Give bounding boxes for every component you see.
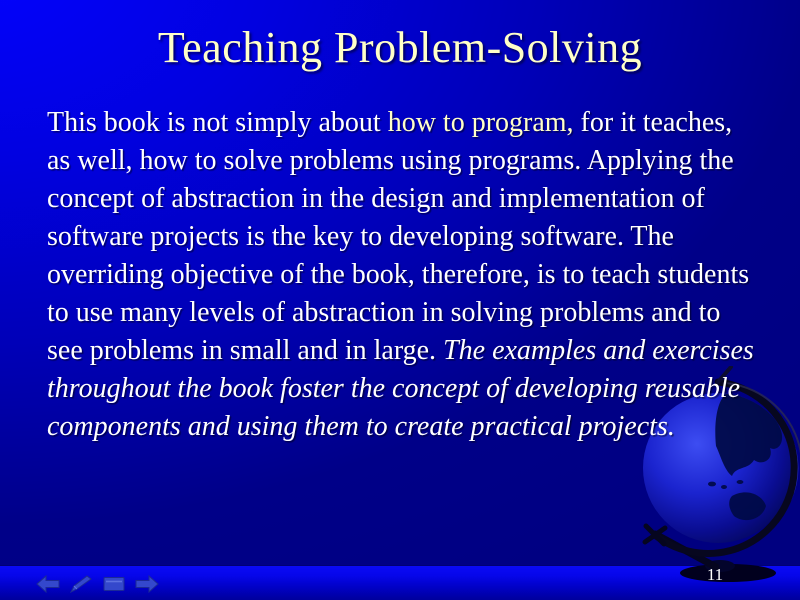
forward-arrow-icon xyxy=(135,575,159,593)
page-number: 11 xyxy=(706,565,724,584)
slide-menu-icon xyxy=(102,575,126,593)
paragraph-segment-italic: The examples and exercises throughout the book foster the concept of developing reusable components and using them to create practical projects. xyxy=(47,335,754,442)
nav-back-button[interactable] xyxy=(36,574,60,593)
paragraph-segment: This book is not simply about xyxy=(47,107,388,138)
paragraph-segment-highlighted: how to program, xyxy=(387,107,574,138)
nav-menu-button[interactable] xyxy=(102,574,126,593)
pen-icon xyxy=(69,575,93,593)
slide-nav-controls xyxy=(36,574,159,593)
nav-forward-button[interactable] xyxy=(135,574,159,593)
paragraph-segment: for it teaches, as well, how to solve problems using programs. Applying the concept of abstraction in the design and implementation of software projects is the key to developing software. The overriding objective of the book, therefore, is to teach students to use many levels of abstraction in solving problems and to see problems in small and in large. xyxy=(47,107,750,366)
nav-pen-button[interactable] xyxy=(69,574,93,593)
body-paragraph xyxy=(47,104,761,446)
slide-title: Teaching Problem-Solving xyxy=(157,23,643,72)
back-arrow-icon xyxy=(36,575,60,593)
